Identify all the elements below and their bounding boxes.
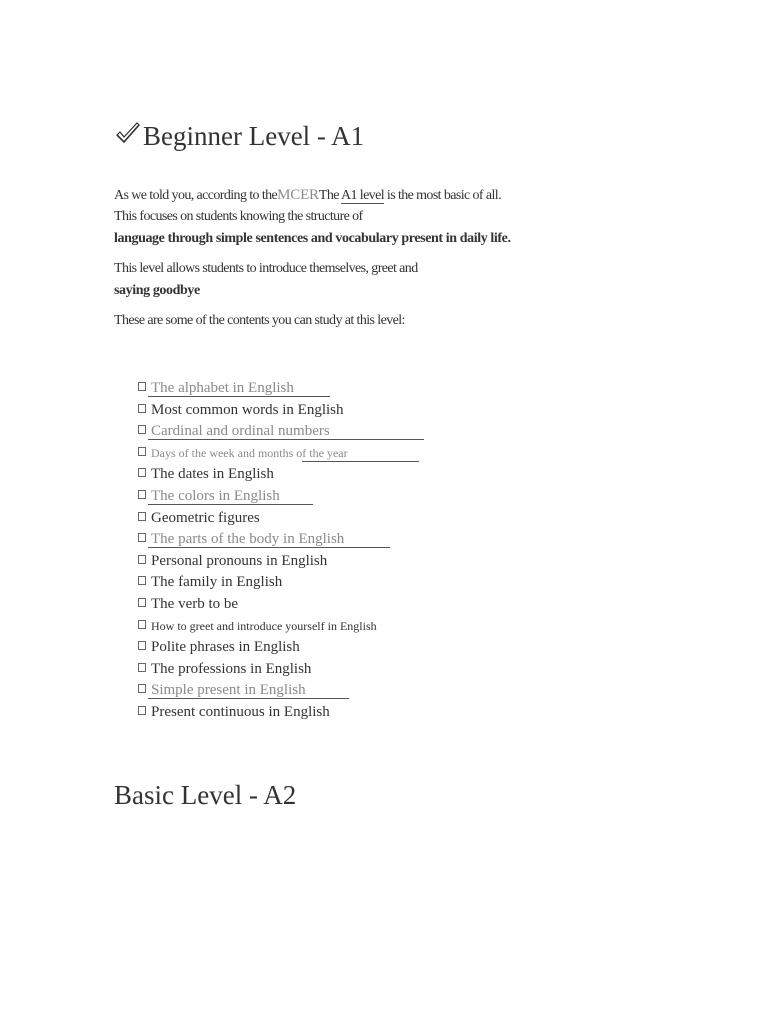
topic-list-item[interactable] (138, 443, 377, 465)
link-underline (148, 547, 390, 548)
topic-list-item (138, 594, 377, 616)
topic-label[interactable]: Simple present in English (151, 682, 306, 699)
checkbox-icon (138, 468, 146, 477)
checkbox-icon (138, 555, 146, 564)
topic-label[interactable]: The colors in English (151, 487, 280, 504)
topic-label: The verb to be (151, 595, 239, 612)
topic-list-item (138, 637, 377, 659)
intro-text: As we told you, according to the (114, 188, 278, 203)
intro-line-6: These are some of the contents you can study at this level: (114, 313, 405, 328)
checkbox-icon (138, 663, 146, 672)
checkbox-icon (138, 512, 146, 521)
checkmark-icon (114, 120, 142, 148)
topic-list-item (138, 464, 377, 486)
topic-label: The professions in English (151, 660, 312, 677)
topic-list-item (138, 616, 377, 638)
checkbox-icon (138, 404, 146, 413)
link-underline (302, 461, 419, 462)
topic-list-item[interactable] (138, 486, 377, 508)
topic-label: Polite phrases in English (151, 639, 300, 656)
topic-label[interactable]: Cardinal and ordinal numbers (151, 423, 330, 440)
topic-list-item[interactable] (138, 421, 377, 443)
topic-list-item (138, 508, 377, 530)
topic-list-item (138, 702, 377, 724)
intro-line-5 (114, 283, 200, 299)
topic-list-item (138, 659, 377, 681)
heading-beginner-text: Beginner Level - A1 (143, 121, 365, 151)
topic-label: The family in English (151, 574, 283, 591)
checkbox-icon (138, 684, 146, 693)
link-underline (148, 504, 313, 505)
topic-label[interactable]: Days of the week and months of the year (151, 445, 348, 460)
checkbox-icon (138, 447, 146, 456)
intro-line-1 (114, 187, 501, 204)
checkbox-icon (138, 598, 146, 607)
intro-line-3 (114, 231, 511, 247)
intro-line-2: This focuses on students knowing the structure of (114, 209, 363, 224)
checkbox-icon (138, 576, 146, 585)
heading-basic-level: Basic Level - A2 (114, 780, 297, 810)
topic-label: The dates in English (151, 466, 274, 483)
topic-label: Personal pronouns in English (151, 552, 328, 569)
checkbox-icon (138, 620, 146, 629)
topic-label: Most common words in English (151, 401, 344, 418)
topic-list-item[interactable] (138, 529, 377, 551)
mcer-link[interactable]: MCER (277, 187, 319, 203)
link-underline (148, 396, 330, 397)
topic-list (138, 378, 377, 724)
topic-label: Present continuous in English (151, 703, 330, 720)
checkbox-icon (138, 425, 146, 434)
topic-list-item (138, 400, 377, 422)
intro-text: is the most basic of all. (384, 188, 501, 203)
a1-level-link[interactable]: A1 level (340, 188, 384, 203)
link-underline (148, 698, 349, 699)
intro-bold-text: saying goodbye (114, 283, 200, 298)
topic-list-item (138, 572, 377, 594)
intro-bold-text: language through simple sentences and vocabulary present in daily life. (114, 231, 511, 246)
topic-list-item[interactable] (138, 680, 377, 702)
checkbox-icon (138, 382, 146, 391)
topic-list-item (138, 551, 377, 573)
heading-beginner-level (114, 118, 364, 154)
topic-label: How to greet and introduce yourself in English (151, 618, 377, 633)
checkbox-icon (138, 490, 146, 499)
intro-line-4: This level allows students to introduce themselves, greet and (114, 261, 418, 276)
topic-label: Geometric figures (151, 509, 260, 526)
checkbox-icon (138, 533, 146, 542)
topic-label[interactable]: The alphabet in English (151, 380, 294, 396)
intro-text: The (318, 188, 341, 203)
topic-label[interactable]: The parts of the body in English (151, 531, 345, 548)
topic-list-item[interactable] (138, 378, 377, 400)
checkbox-icon (138, 706, 146, 715)
checkbox-icon (138, 641, 146, 650)
link-underline (148, 439, 424, 440)
